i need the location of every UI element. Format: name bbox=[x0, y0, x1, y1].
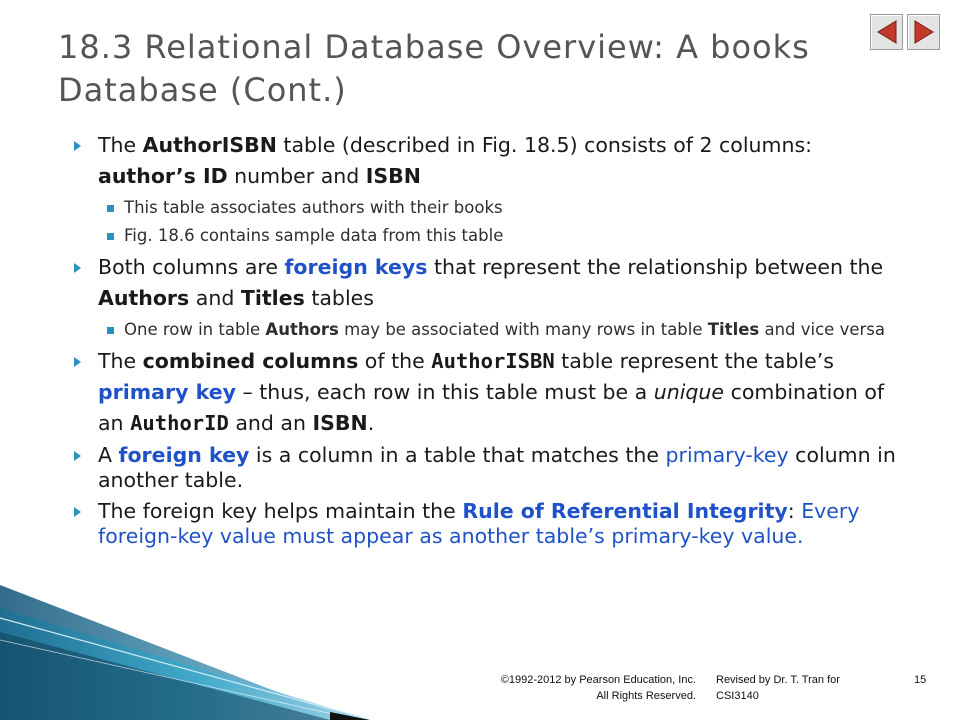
term-combined-columns: combined columns bbox=[142, 349, 359, 373]
text: The foreign key helps maintain the bbox=[98, 499, 463, 523]
revised-line: Revised by Dr. T. Tran for bbox=[716, 674, 840, 686]
text: is a column in a table that matches the bbox=[249, 443, 666, 467]
text: of the bbox=[358, 349, 432, 373]
triangle-left-icon bbox=[875, 19, 899, 45]
text: combination of an bbox=[98, 380, 885, 435]
slide-title: 18.3 Relational Database Overview: A books Database (Cont.) bbox=[58, 28, 810, 109]
bullet-foreign-key-definition bbox=[70, 443, 910, 493]
term-authorisbn: AuthorISBN bbox=[142, 133, 277, 157]
text: One row in table bbox=[124, 320, 266, 339]
code-authorid: AuthorID bbox=[130, 411, 229, 435]
term-isbn: ISBN bbox=[312, 411, 368, 435]
text: A bbox=[98, 443, 119, 467]
footer-revised bbox=[716, 672, 886, 704]
text: – thus, each row in this table must be a bbox=[235, 380, 654, 404]
term-foreign-key: foreign key bbox=[118, 443, 250, 467]
text: and an bbox=[228, 411, 313, 435]
term-titles: Titles bbox=[707, 320, 760, 339]
footer-copyright bbox=[500, 672, 696, 704]
term-isbn: ISBN bbox=[365, 164, 421, 188]
sub-bullet-sample-data: Fig. 18.6 contains sample data from this table bbox=[70, 224, 910, 248]
triangle-right-icon bbox=[912, 19, 936, 45]
text: The bbox=[98, 349, 143, 373]
rule-statement: Every foreign-key value must appear as another table’s primary-key value. bbox=[98, 499, 860, 548]
term-primary-key-column: primary-key bbox=[665, 443, 789, 467]
term-referential-integrity: Rule of Referential Integrity bbox=[462, 499, 788, 523]
term-primary-key: primary key bbox=[98, 380, 236, 404]
previous-slide-button[interactable] bbox=[870, 14, 903, 50]
text: . bbox=[367, 411, 375, 435]
term-foreign-keys: foreign keys bbox=[284, 255, 428, 279]
text: table (described in Fig. 18.5) consists of 2 columns: bbox=[276, 133, 813, 157]
bullet-referential-integrity bbox=[70, 499, 910, 549]
text: The bbox=[98, 133, 143, 157]
next-slide-button[interactable] bbox=[907, 14, 940, 50]
text: tables bbox=[304, 286, 374, 310]
course-line: CSI3140 bbox=[716, 690, 759, 702]
copyright-line: ©1992-2012 by Pearson Education, Inc. bbox=[500, 674, 696, 686]
slide-body bbox=[70, 130, 910, 549]
text: Both columns are bbox=[98, 255, 285, 279]
term-unique: unique bbox=[653, 380, 725, 404]
sub-bullet-associates: This table associates authors with their books bbox=[70, 196, 910, 220]
text: and bbox=[189, 286, 241, 310]
bullet-authorisbn-table bbox=[70, 130, 910, 192]
sub-bullet-one-to-many bbox=[70, 318, 910, 342]
text: may be associated with many rows in table bbox=[338, 320, 708, 339]
slide-navigation bbox=[870, 14, 940, 50]
text: table represent the table’s bbox=[554, 349, 834, 373]
text: number and bbox=[227, 164, 366, 188]
bullet-primary-key bbox=[70, 346, 910, 439]
term-authors-id: author’s ID bbox=[98, 164, 228, 188]
code-authorisbn: AuthorISBN bbox=[431, 349, 555, 373]
rights-line: All Rights Reserved. bbox=[596, 690, 696, 702]
text: column in another table. bbox=[98, 443, 896, 492]
text: and vice versa bbox=[759, 320, 885, 339]
term-authors: Authors bbox=[98, 286, 190, 310]
term-titles: Titles bbox=[240, 286, 305, 310]
page-number: 15 bbox=[914, 674, 927, 686]
text: : bbox=[787, 499, 802, 523]
bullet-foreign-keys bbox=[70, 252, 910, 314]
text: that represent the relationship between the bbox=[427, 255, 884, 279]
term-authors: Authors bbox=[265, 320, 339, 339]
